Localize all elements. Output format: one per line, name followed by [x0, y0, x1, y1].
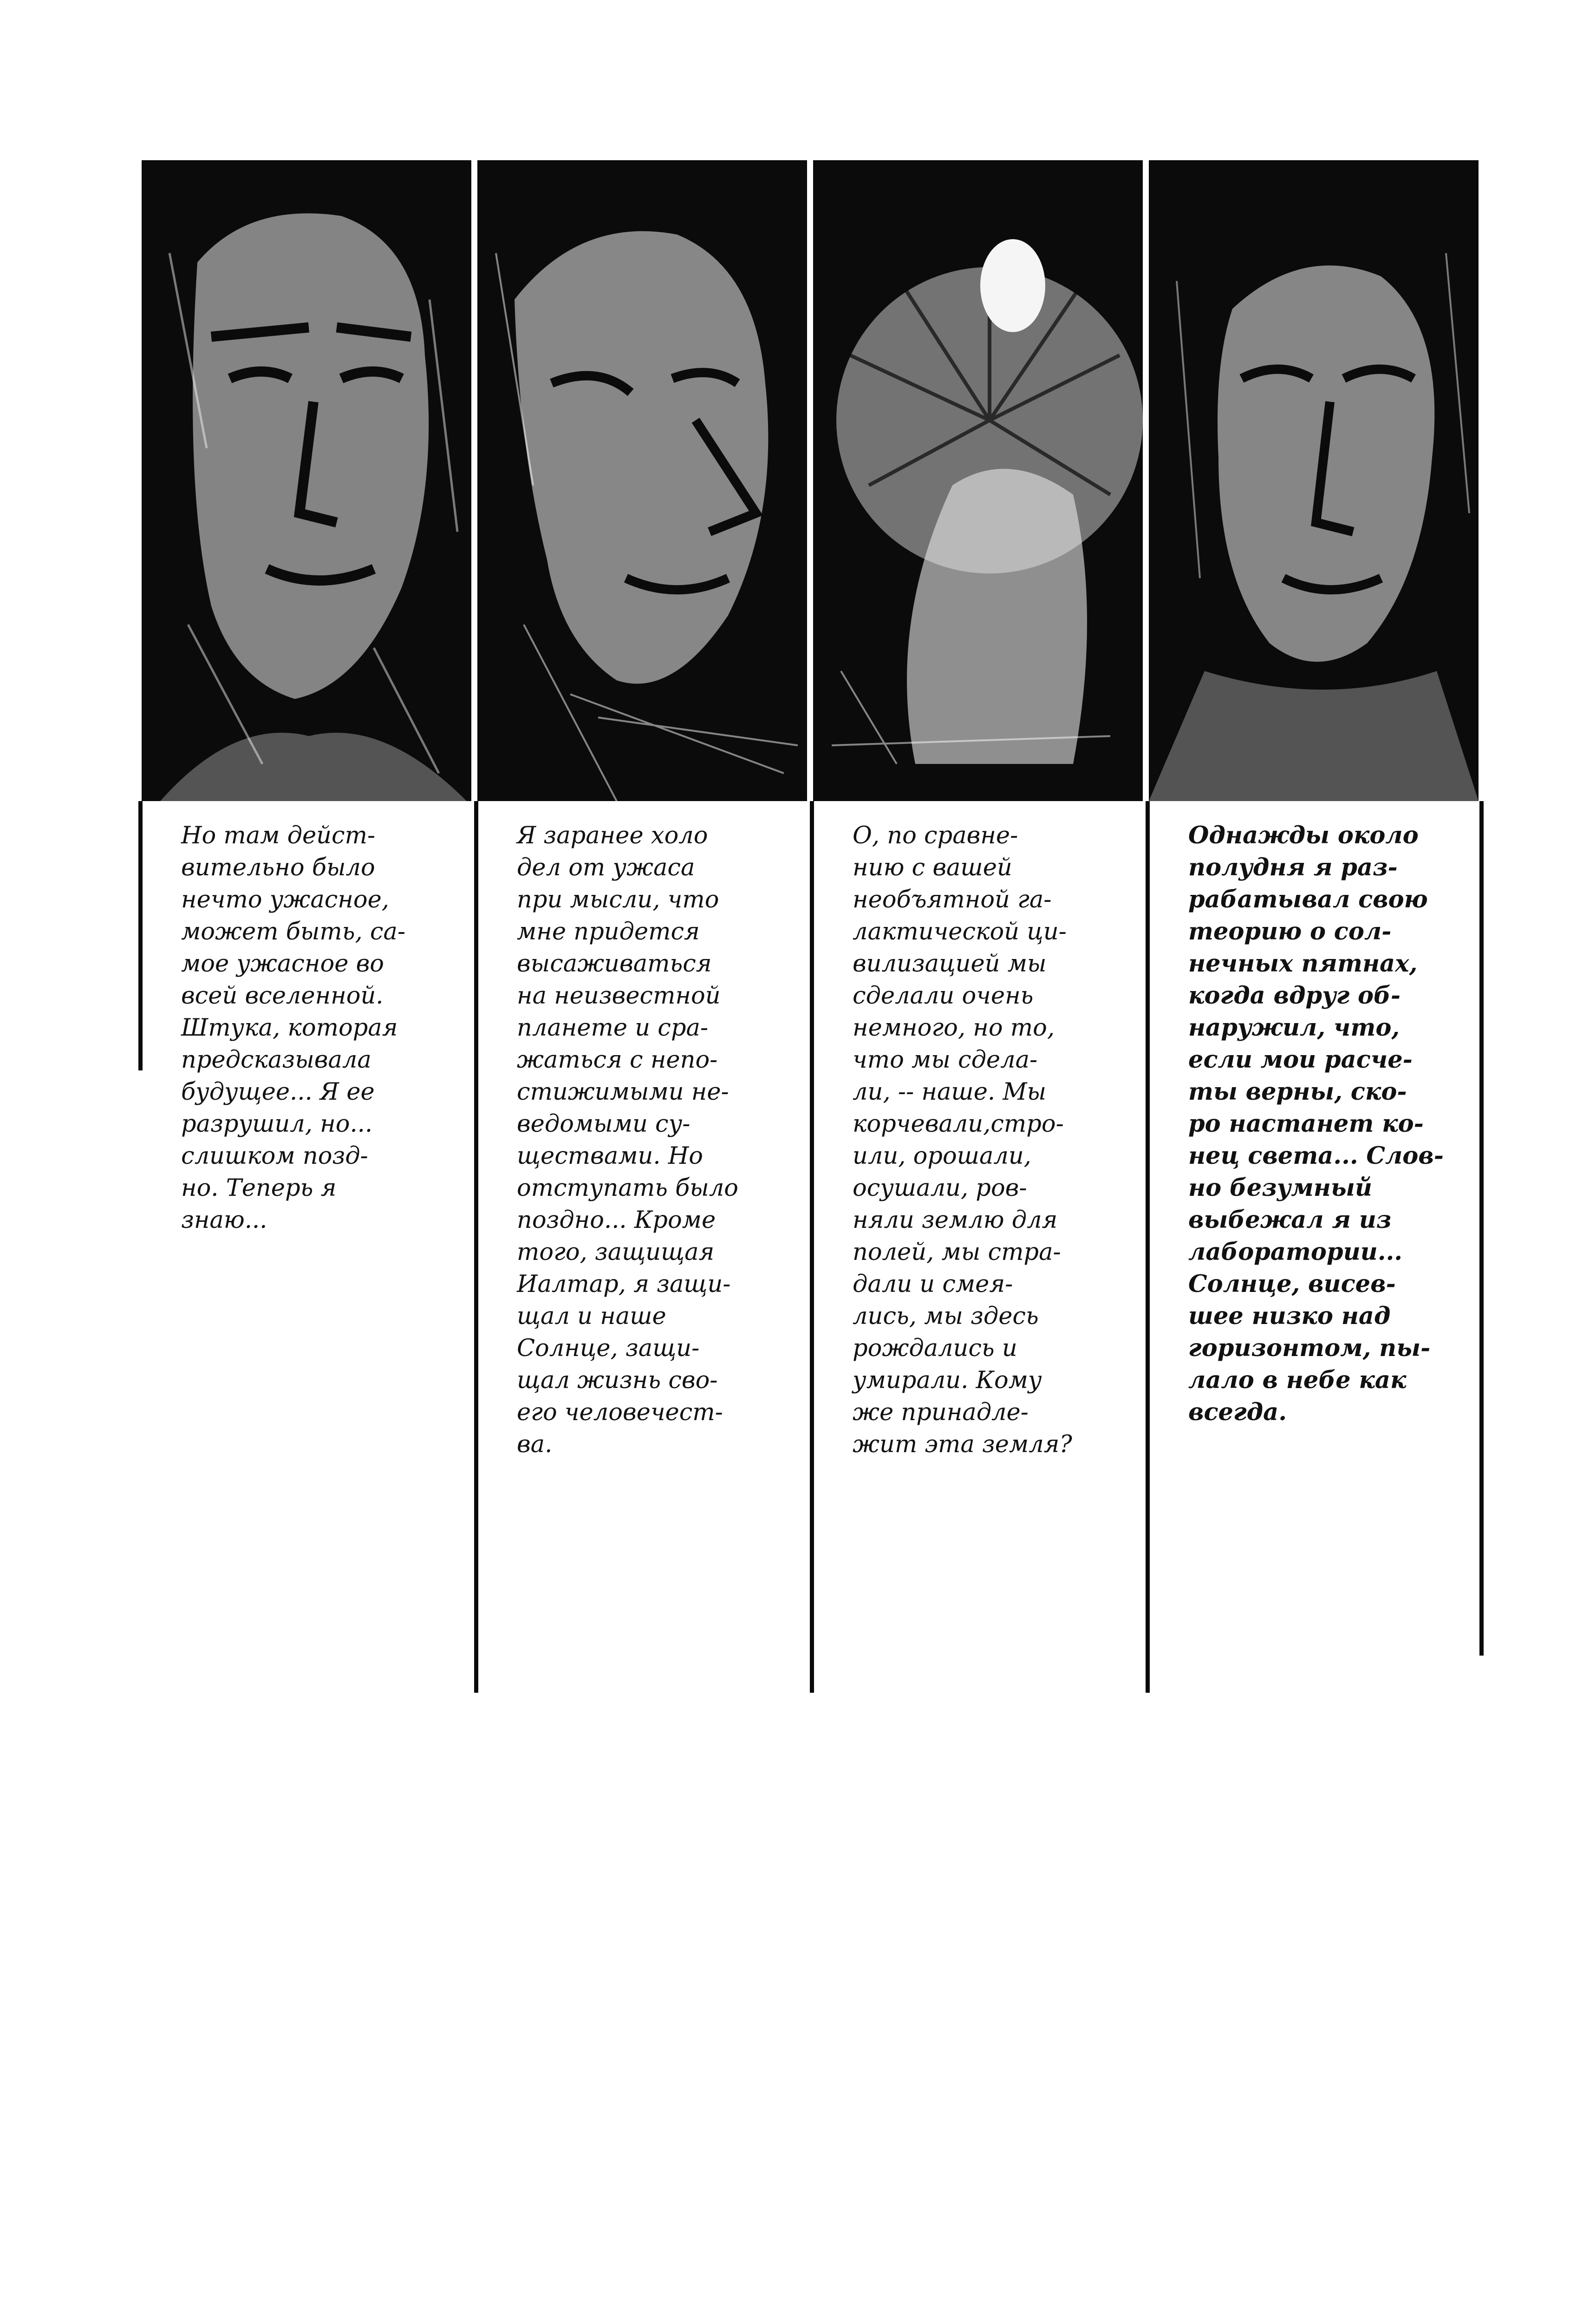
- caption-line: дел от ужаса: [517, 854, 695, 881]
- caption-line: лало в небе как: [1188, 1366, 1407, 1394]
- caption-line: что мы сдела-: [853, 1046, 1038, 1074]
- caption-line: может быть, са-: [181, 918, 406, 946]
- caption-line: его человечест-: [517, 1399, 723, 1426]
- panel-4-caption: [1188, 820, 1448, 1428]
- caption-line: предсказывала: [181, 1046, 371, 1074]
- caption-line: знаю...: [181, 1207, 267, 1234]
- caption-line: того, защищая: [517, 1239, 715, 1266]
- panel-3: [813, 160, 1143, 1507]
- caption-line: лактической ци-: [853, 918, 1067, 946]
- caption-line: вительно было: [181, 854, 375, 881]
- caption-line: ведомыми су-: [517, 1110, 691, 1138]
- panel-divider: [1146, 801, 1150, 1693]
- caption-line: высаживаться: [517, 950, 712, 978]
- caption-line: всегда.: [1188, 1398, 1287, 1426]
- panel-4: [1149, 160, 1479, 1507]
- panel-divider: [810, 801, 814, 1693]
- caption-line: Солнце, защи-: [517, 1335, 700, 1362]
- caption-line: шее низко над: [1188, 1302, 1391, 1330]
- caption-line: если мои расче-: [1188, 1046, 1413, 1074]
- caption-line: всей вселенной.: [181, 982, 384, 1010]
- caption-line: Но там дейст-: [181, 822, 376, 849]
- young-man-portrait-illustration: [1149, 160, 1479, 801]
- caption-line: сделали очень: [853, 982, 1034, 1010]
- panel-2: [477, 160, 807, 1507]
- panel-1: [142, 160, 471, 1507]
- caption-line: поздно... Кроме: [517, 1207, 716, 1234]
- caption-line: вилизацией мы: [853, 950, 1047, 978]
- caption-line: полудня я раз-: [1188, 854, 1398, 881]
- caption-line: планете и сра-: [517, 1014, 709, 1042]
- man-portrait-front-illustration: [142, 160, 471, 801]
- caption-line: Солнце, висев-: [1188, 1270, 1396, 1298]
- caption-line: стижимыми не-: [517, 1078, 729, 1106]
- caption-line: или, орошали,: [853, 1142, 1031, 1170]
- caption-line: но. Теперь я: [181, 1174, 337, 1202]
- caption-line: ществами. Но: [517, 1142, 703, 1170]
- caption-line: рождались и: [853, 1335, 1017, 1362]
- caption-line: полей, мы стра-: [853, 1239, 1061, 1266]
- panel-divider: [1479, 801, 1484, 1656]
- caption-line: няли землю для: [853, 1207, 1058, 1234]
- caption-line: ро настанет ко-: [1188, 1110, 1424, 1138]
- caption-line: ли, -- наше. Мы: [853, 1078, 1047, 1106]
- caption-line: осушали, ров-: [853, 1174, 1027, 1202]
- caption-line: разрушил, но...: [181, 1110, 373, 1138]
- caption-line: немного, но то,: [853, 1014, 1055, 1042]
- caption-line: дали и смея-: [853, 1271, 1013, 1298]
- caption-line: мне придется: [517, 918, 700, 946]
- caption-line: слишком позд-: [181, 1142, 368, 1170]
- caption-line: теорию о сол-: [1188, 918, 1392, 946]
- caption-line: будущее... Я ее: [181, 1078, 375, 1106]
- caption-line: отступать было: [517, 1174, 739, 1202]
- caption-line: нец света... Слов-: [1188, 1142, 1444, 1170]
- panel-divider: [138, 801, 143, 1070]
- caption-line: наружил, что,: [1188, 1014, 1400, 1042]
- caption-line: горизонтом, пы-: [1188, 1334, 1431, 1362]
- panel-1-caption: [181, 820, 441, 1236]
- caption-line: необъятной га-: [853, 886, 1052, 913]
- caption-line: ты верны, ско-: [1188, 1078, 1407, 1106]
- caption-line: мое ужасное во: [181, 950, 384, 978]
- caption-line: рабатывал свою: [1188, 886, 1428, 913]
- caption-line: щал жизнь сво-: [517, 1367, 718, 1394]
- caption-line: нечто ужасное,: [181, 886, 389, 913]
- caption-line: корчевали,стро-: [853, 1110, 1064, 1138]
- woman-with-ruff-collar-illustration: [813, 160, 1143, 801]
- caption-line: Я заранее холо: [517, 822, 708, 849]
- man-portrait-profile-illustration: [477, 160, 807, 801]
- caption-line: О, по сравне-: [853, 822, 1018, 849]
- caption-line: ва.: [517, 1431, 553, 1458]
- panel-3-caption: [853, 820, 1113, 1461]
- caption-line: на неизвестной: [517, 982, 721, 1010]
- caption-line: нию с вашей: [853, 854, 1012, 881]
- panel-divider: [474, 801, 478, 1693]
- caption-line: когда вдруг об-: [1188, 982, 1401, 1010]
- caption-line: Штука, которая: [181, 1014, 398, 1042]
- caption-line: лись, мы здесь: [853, 1303, 1039, 1330]
- caption-line: нечных пятнах,: [1188, 950, 1418, 978]
- panel-2-caption: [517, 820, 777, 1461]
- caption-line: жит эта земля?: [853, 1431, 1072, 1458]
- caption-line: щал и наше: [517, 1303, 666, 1330]
- caption-line: но безумный: [1188, 1174, 1372, 1202]
- caption-line: выбежал я из: [1188, 1206, 1392, 1234]
- caption-line: умирали. Кому: [853, 1367, 1042, 1394]
- caption-line: жаться с непо-: [517, 1046, 718, 1074]
- caption-line: Однажды около: [1188, 822, 1419, 849]
- caption-line: Иалтар, я защи-: [517, 1271, 731, 1298]
- caption-line: при мысли, что: [517, 886, 719, 913]
- caption-line: лаборатории...: [1188, 1238, 1402, 1266]
- caption-line: же принадле-: [853, 1399, 1029, 1426]
